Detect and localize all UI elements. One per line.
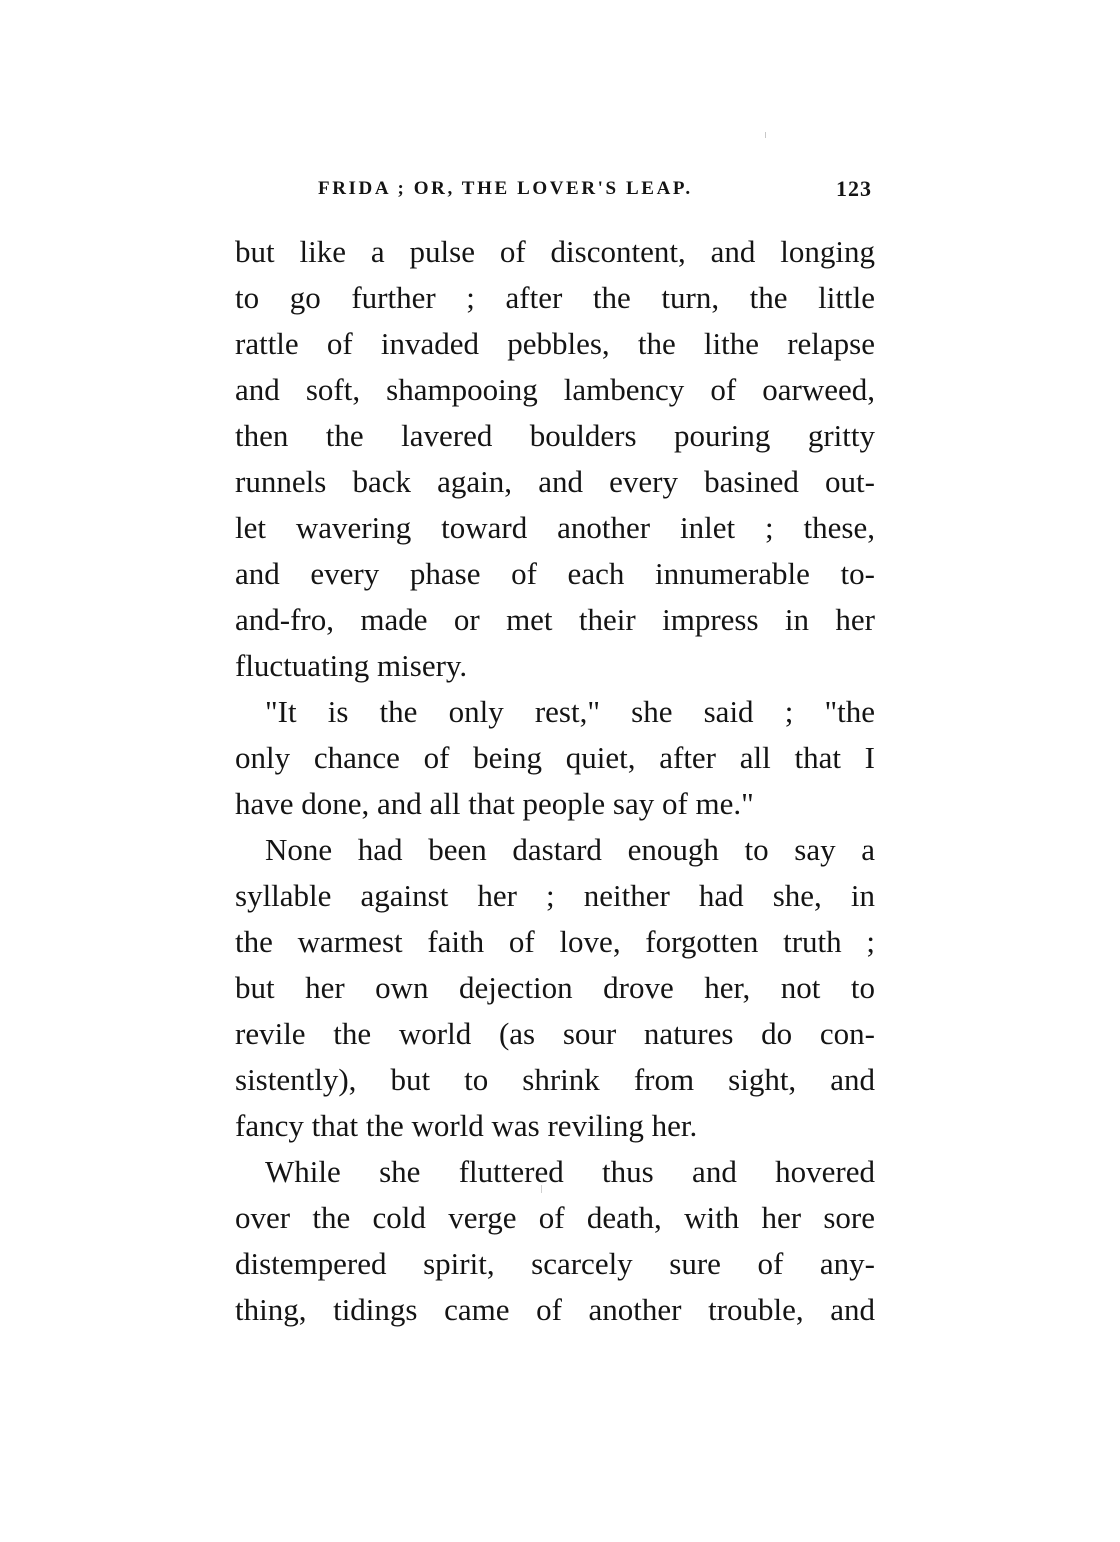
text-line: syllable against her ; neither had she, in (235, 878, 875, 913)
text-line: only chance of being quiet, after all that I (235, 740, 875, 775)
text-line: the warmest faith of love, forgotten truth ; (235, 924, 875, 959)
paragraph (235, 229, 875, 689)
scan-speck (765, 132, 766, 138)
text-line: and soft, shampooing lambency of oarweed, (235, 372, 875, 407)
text-line: have done, and all that people say of me." (235, 786, 754, 821)
text-line: While she fluttered thus and hovered (265, 1154, 875, 1189)
text-line: then the lavered boulders pouring gritty (235, 418, 875, 453)
text-line: "It is the only rest," she said ; "the (265, 694, 875, 729)
text-line: runnels back again, and every basined out- (235, 464, 875, 499)
text-line: over the cold verge of death, with her sore (235, 1200, 875, 1235)
text-line: fluctuating misery. (235, 648, 468, 683)
paragraph (235, 1149, 875, 1333)
paragraph (235, 689, 875, 827)
text-line: thing, tidings came of another trouble, and (235, 1292, 875, 1327)
text-line: let wavering toward another inlet ; these, (235, 510, 875, 545)
body-text (235, 229, 875, 1333)
text-line: but her own dejection drove her, not to (235, 970, 875, 1005)
page-number: 123 (836, 176, 872, 201)
text-line: distempered spirit, scarcely sure of any- (235, 1246, 875, 1281)
text-line: rattle of invaded pebbles, the lithe relapse (235, 326, 875, 361)
text-line: sistently), but to shrink from sight, and (235, 1062, 875, 1097)
running-title: FRIDA ; OR, THE LOVER'S LEAP. (318, 178, 693, 199)
text-line: revile the world (as sour natures do con- (235, 1016, 875, 1051)
running-head (318, 172, 878, 208)
text-line: fancy that the world was reviling her. (235, 1108, 698, 1143)
text-line: None had been dastard enough to say a (265, 832, 875, 867)
text-line: and every phase of each innumerable to- (235, 556, 875, 591)
text-line: to go further ; after the turn, the little (235, 280, 875, 315)
text-line: and-fro, made or met their impress in her (235, 602, 875, 637)
paragraph (235, 827, 875, 1149)
text-line: but like a pulse of discontent, and longing (235, 234, 875, 269)
